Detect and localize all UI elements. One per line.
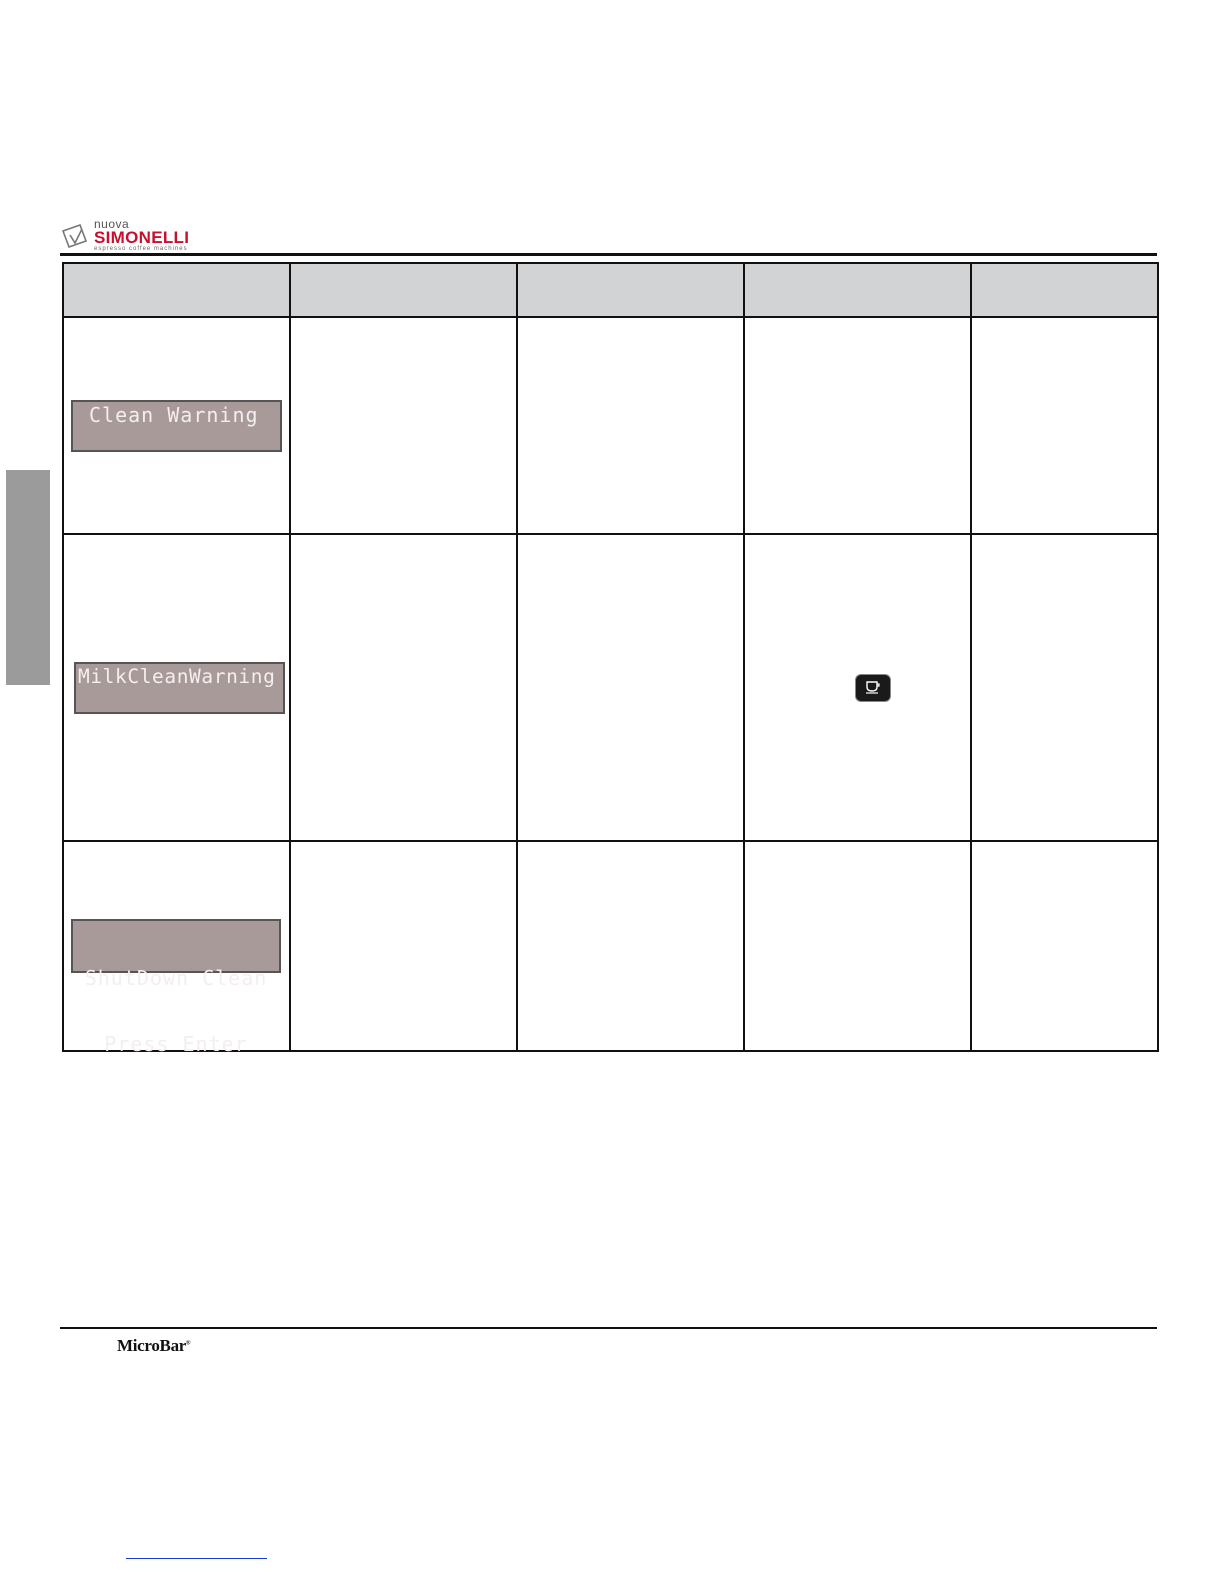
lcd-display: MilkCleanWarning <box>74 662 285 714</box>
table-cell <box>744 317 971 534</box>
brand-tagline: espresso coffee machines <box>94 246 188 252</box>
table-header-cell <box>517 263 744 317</box>
header-rule <box>60 253 1157 256</box>
table-cell <box>971 841 1158 1051</box>
table-row <box>63 317 1158 534</box>
table-cell <box>971 534 1158 841</box>
table-header-cell <box>63 263 290 317</box>
table-row <box>63 534 1158 841</box>
table-cell <box>290 534 517 841</box>
display-cell <box>63 841 290 1056</box>
cup-button-icon <box>855 674 891 702</box>
footer-link-underline <box>126 1558 267 1559</box>
lcd-display <box>71 919 281 1056</box>
table-cell <box>971 317 1158 534</box>
table-cell <box>744 534 971 841</box>
brand-logo <box>60 217 240 253</box>
table-header-cell <box>744 263 971 317</box>
table-cell <box>744 841 971 1051</box>
table-row <box>63 841 1158 1051</box>
side-section-tab <box>6 470 50 685</box>
table-cell <box>290 317 517 534</box>
logo-mark-icon <box>60 221 90 251</box>
lcd-display: Clean Warning <box>71 400 282 452</box>
lcd-line-1: ShutDown Clean <box>84 966 268 990</box>
table-cell <box>517 534 744 841</box>
footer-product-text: MicroBar <box>117 1336 187 1355</box>
table-header-cell <box>290 263 517 317</box>
brand-name: SIMONELLI <box>94 228 190 247</box>
footer-rule <box>60 1327 1157 1329</box>
footer-product-name <box>117 1336 190 1356</box>
registered-mark: ® <box>186 1340 191 1347</box>
cup-icon <box>865 680 881 694</box>
table-header-row <box>63 263 1158 317</box>
table-cell <box>517 841 744 1051</box>
table-header-cell <box>971 263 1158 317</box>
brand-top-text: nuova <box>94 217 130 231</box>
warnings-table <box>62 262 1159 1056</box>
display-cell <box>63 534 290 841</box>
table-cell <box>290 841 517 1051</box>
table-cell <box>517 317 744 534</box>
display-cell <box>63 317 290 534</box>
lcd-line-2: Press Enter <box>104 1032 248 1056</box>
